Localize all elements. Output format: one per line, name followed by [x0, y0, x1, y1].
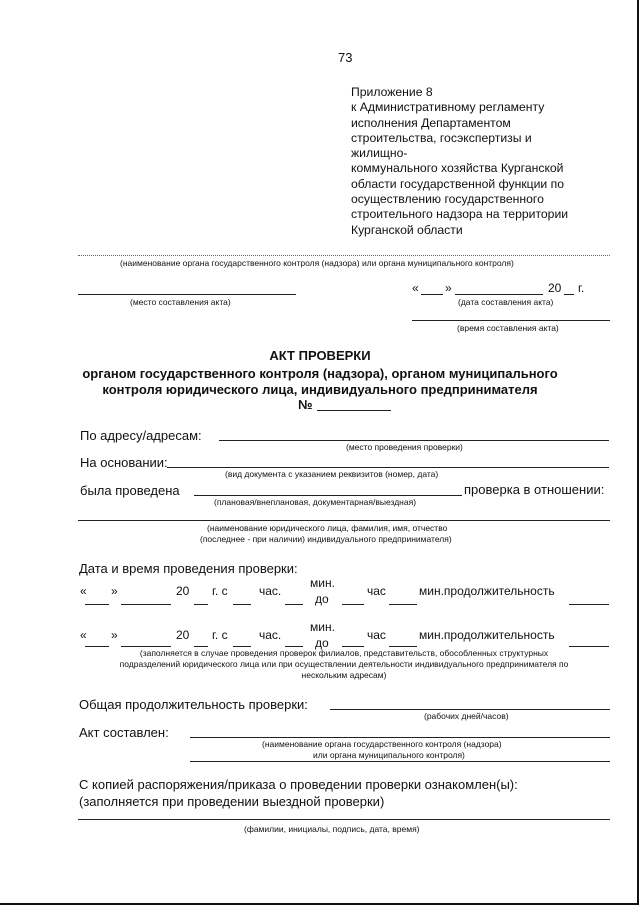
year-prefix: 20 [176, 628, 190, 642]
hour2-label: час [367, 628, 386, 642]
year-prefix: 20 [176, 584, 190, 598]
check-type-field[interactable] [194, 495, 462, 496]
composed-field[interactable] [190, 737, 610, 738]
to-hour-field[interactable] [342, 604, 364, 605]
composer-caption-1: (наименование органа государственного контроля (надзора) [262, 739, 502, 749]
to-min-field[interactable] [389, 604, 417, 605]
appendix-line: строительства, госэкспертизы и жилищно- [351, 130, 532, 161]
hour-label: час. [259, 584, 282, 598]
appendix-line: области государственной функции по [351, 176, 565, 191]
basis-field[interactable] [167, 467, 609, 468]
address-caption: (место проведения проверки) [346, 442, 463, 452]
date-open-quote: « [412, 281, 419, 295]
place-caption: (место составления акта) [130, 297, 231, 307]
hour-label: час. [259, 628, 282, 642]
date-day-field[interactable] [421, 294, 443, 295]
total-duration-field[interactable] [330, 709, 610, 710]
place-field[interactable] [78, 294, 296, 295]
regarding-label: проверка в отношении: [464, 482, 605, 497]
open-quote: « [80, 628, 87, 642]
date-year-field[interactable] [564, 294, 574, 295]
duration-field[interactable] [569, 646, 609, 647]
month-field[interactable] [121, 646, 171, 647]
organ-name-caption: (наименование органа государственного контроля (надзора) или органа муниципального контроля) [120, 258, 514, 268]
year-field[interactable] [194, 604, 208, 605]
date-month-field[interactable] [455, 294, 543, 295]
date-year-suffix: г. [578, 281, 585, 295]
close-quote: » [111, 628, 118, 642]
day-field[interactable] [85, 646, 109, 647]
act-subtitle-line1: органом государственного контроля (надзора), органом муниципального [82, 366, 558, 381]
duration-field[interactable] [569, 604, 609, 605]
act-subtitle-line2: контроля юридического лица, индивидуального предпринимателя [102, 382, 538, 397]
act-number-field[interactable] [317, 410, 391, 411]
date-caption: (дата составления акта) [458, 297, 554, 307]
hour2-label: час [367, 584, 386, 598]
day-field[interactable] [85, 604, 109, 605]
appendix-line: к Административному регламенту [351, 100, 545, 115]
year-suffix: г. с [212, 628, 228, 642]
composer-caption-2: или органа муниципального контроля) [313, 750, 465, 760]
duration-label: мин.продолжительность [419, 584, 555, 598]
entity-caption-1: (наименование юридического лица, фамилия, имя, отчество [207, 523, 448, 533]
month-field[interactable] [121, 604, 171, 605]
address-field[interactable] [219, 440, 609, 441]
min-label: мин. [310, 620, 335, 634]
appendix-line: осуществлению государственного [351, 192, 544, 207]
to-min-field[interactable] [389, 646, 417, 647]
branches-caption-3: нескольким адресам) [301, 670, 387, 680]
branches-caption-2: подразделений юридического лица или при осуществлении деятельности индивидуального предпринимателя по [119, 659, 569, 669]
check-type-caption: (плановая/внеплановая, документарная/выездная) [214, 497, 417, 507]
entity-field[interactable] [78, 520, 610, 521]
appendix-block [351, 85, 591, 238]
total-duration-label: Общая продолжительность проверки: [79, 697, 308, 712]
time-field[interactable] [412, 320, 610, 321]
appendix-title: Приложение 8 [351, 85, 433, 99]
signatures-caption: (фамилии, инициалы, подпись, дата, время) [244, 824, 420, 834]
composed-field-2[interactable] [190, 761, 610, 762]
close-quote: » [111, 584, 118, 598]
year-field[interactable] [194, 646, 208, 647]
work-days-caption: (рабочих дней/часов) [424, 711, 509, 721]
signatures-field[interactable] [78, 819, 610, 820]
appendix-line: Курганской области [351, 222, 463, 237]
to-label: до [315, 592, 329, 606]
to-label: до [315, 636, 329, 650]
from-min-field[interactable] [285, 646, 303, 647]
min-label: мин. [310, 576, 335, 590]
act-number-label: № [298, 397, 313, 412]
time-caption: (время составления акта) [457, 323, 559, 333]
appendix-line: коммунального хозяйства Курганской [351, 161, 564, 176]
page-number: 73 [338, 50, 353, 65]
composed-label: Акт составлен: [79, 725, 169, 740]
open-quote: « [80, 584, 87, 598]
from-hour-field[interactable] [233, 604, 251, 605]
basis-caption: (вид документа с указанием реквизитов (номер, дата) [225, 469, 439, 479]
basis-label: На основании: [80, 455, 168, 470]
appendix-line: строительного надзора на территории [351, 207, 569, 222]
from-hour-field[interactable] [233, 646, 251, 647]
from-min-field[interactable] [285, 604, 303, 605]
duration-label: мин.продолжительность [419, 628, 555, 642]
year-suffix: г. с [212, 584, 228, 598]
act-title: АКТ ПРОВЕРКИ [269, 348, 371, 363]
copy-label-line2: (заполняется при проведении выездной проверки) [79, 794, 385, 809]
date-close-quote: » [445, 281, 452, 295]
date-year-prefix: 20 [548, 281, 562, 295]
appendix-line: исполнения Департаментом [351, 115, 511, 130]
copy-label-line1: С копией распоряжения/приказа о проведении проверки ознакомлен(ы): [79, 777, 518, 792]
branches-caption-1: (заполняется в случае проведения проверок филиалов, представительств, обособленных структурных [139, 648, 549, 658]
to-hour-field[interactable] [342, 646, 364, 647]
organ-name-field[interactable] [78, 255, 610, 256]
conducted-label: была проведена [80, 483, 180, 498]
address-label: По адресу/адресам: [80, 428, 202, 443]
datetime-heading: Дата и время проведения проверки: [79, 561, 298, 576]
entity-caption-2: (последнее - при наличии) индивидуального предпринимателя) [200, 534, 452, 544]
